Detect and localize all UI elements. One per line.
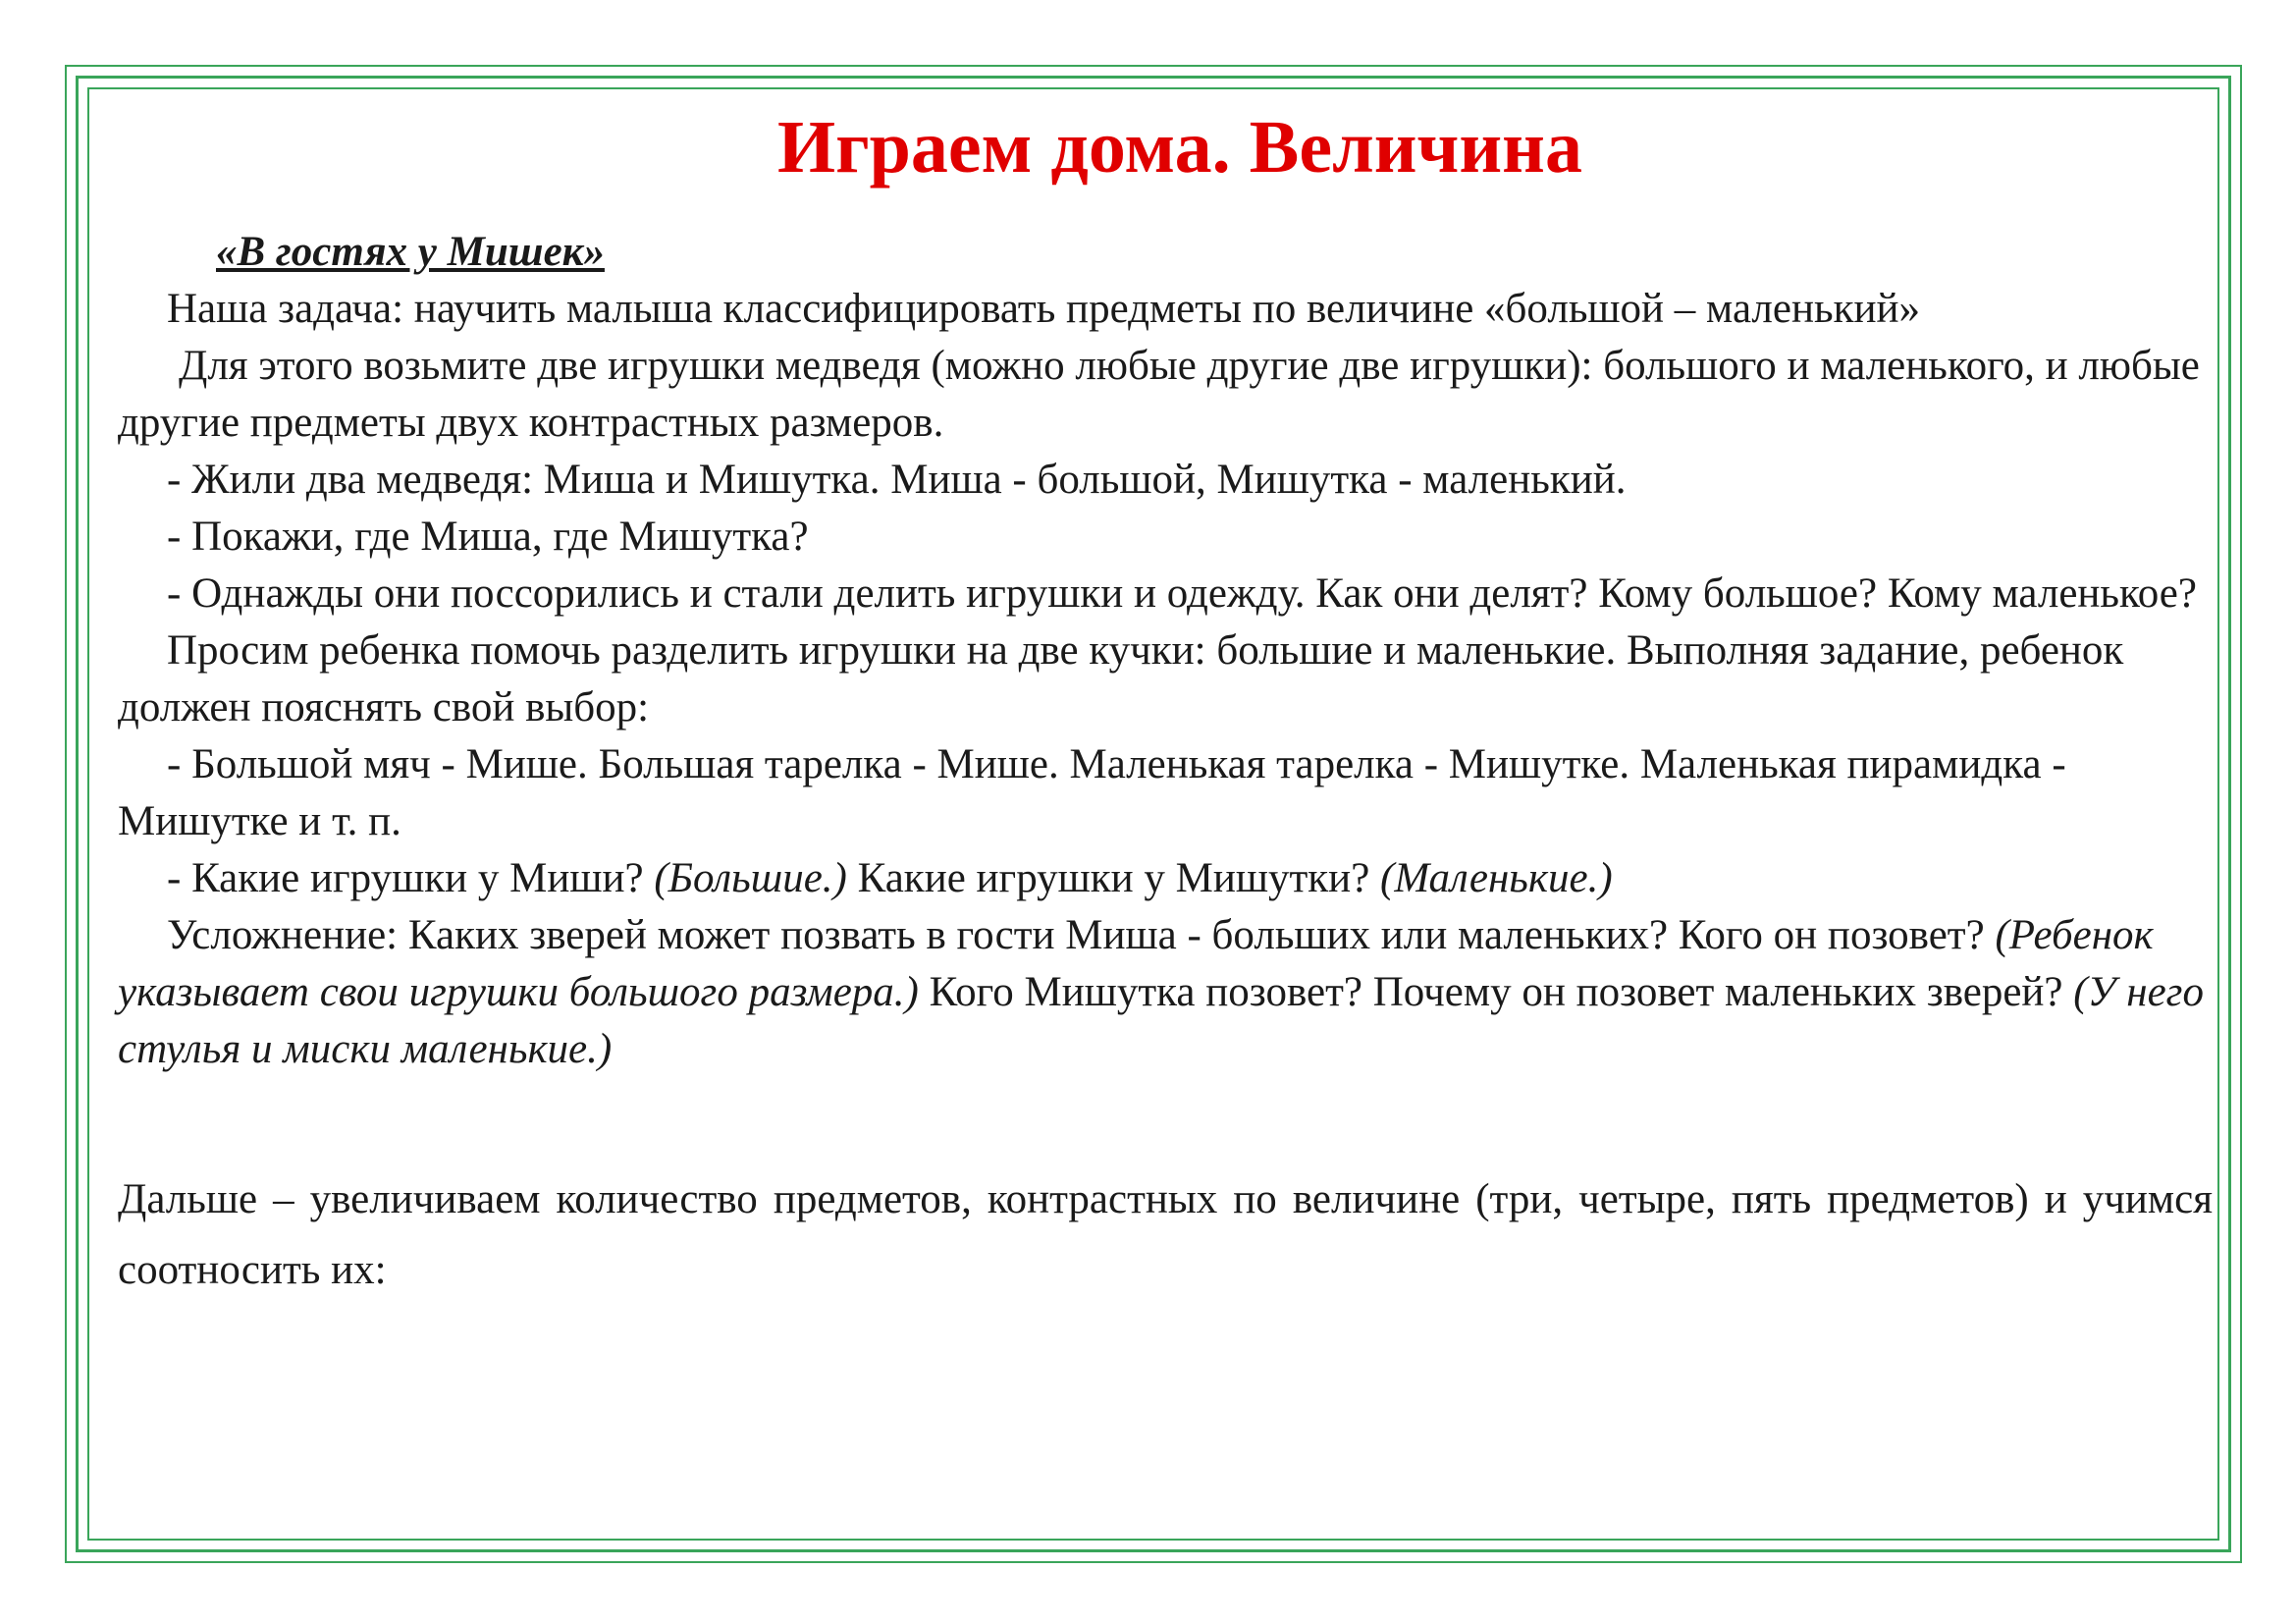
paragraph-materials: Для этого возьмите две игрушки медведя (можно любые другие две игрушки): большого и маленького, и любые другие предметы двух контрастных размеров. <box>118 343 2200 446</box>
paragraph-examples: - Большой мяч - Мише. Большая тарелка - Мише. Маленькая тарелка - Мишутке. Маленькая пирамидка - Мишутке и т. п. <box>118 741 2066 844</box>
answer-big: (Большие.) <box>654 855 847 901</box>
answer-small: (Маленькие.) <box>1380 855 1613 901</box>
paragraph-next-step: Дальше – увеличиваем количество предметов, контрастных по величине (три, четыре, пять предметов) и учимся соотносить их: <box>118 1176 2213 1293</box>
complication-text-b: Кого Мишутка позовет? Почему он позовет маленьких зверей? <box>918 969 2074 1015</box>
complication-answer-b: (У него стулья и миски маленькие.) <box>118 969 2204 1072</box>
paragraph-bears: - Жили два медведя: Миша и Мишутка. Миша - большой, Мишутка - маленький. <box>167 457 1627 503</box>
paragraph-sort: Просим ребенка помочь разделить игрушки на две кучки: большие и маленькие. Выполняя задание, ребенок должен пояснять свой выбор: <box>118 627 2124 731</box>
page-title: Играем дома. Величина <box>777 106 1582 189</box>
section-heading: «В гостях у Мишек» <box>216 229 605 275</box>
spacer <box>118 1078 2213 1164</box>
complication-text-a: Усложнение: Каких зверей может позвать в гости Миша - больших или маленьких? Кого он позовет? <box>167 912 1996 958</box>
paragraph-task: Наша задача: научить малыша классифицировать предметы по величине «большой – маленький» <box>167 286 1921 332</box>
paragraph-quarrel: - Однажды они поссорились и стали делить игрушки и одежду. Как они делят? Кому большое? Кому маленькое? <box>167 570 2197 617</box>
document-body <box>118 98 2213 1306</box>
paragraph-show: - Покажи, где Миша, где Мишутка? <box>167 514 809 560</box>
complication-answer-a: (Ребенок указывает свои игрушки большого размера.) <box>118 912 2154 1015</box>
paragraph-question <box>118 850 2213 907</box>
question-text-b: Какие игрушки у Мишутки? <box>846 855 1381 901</box>
paragraph-complication <box>118 907 2213 1078</box>
question-text-a: - Какие игрушки у Миши? <box>167 855 655 901</box>
